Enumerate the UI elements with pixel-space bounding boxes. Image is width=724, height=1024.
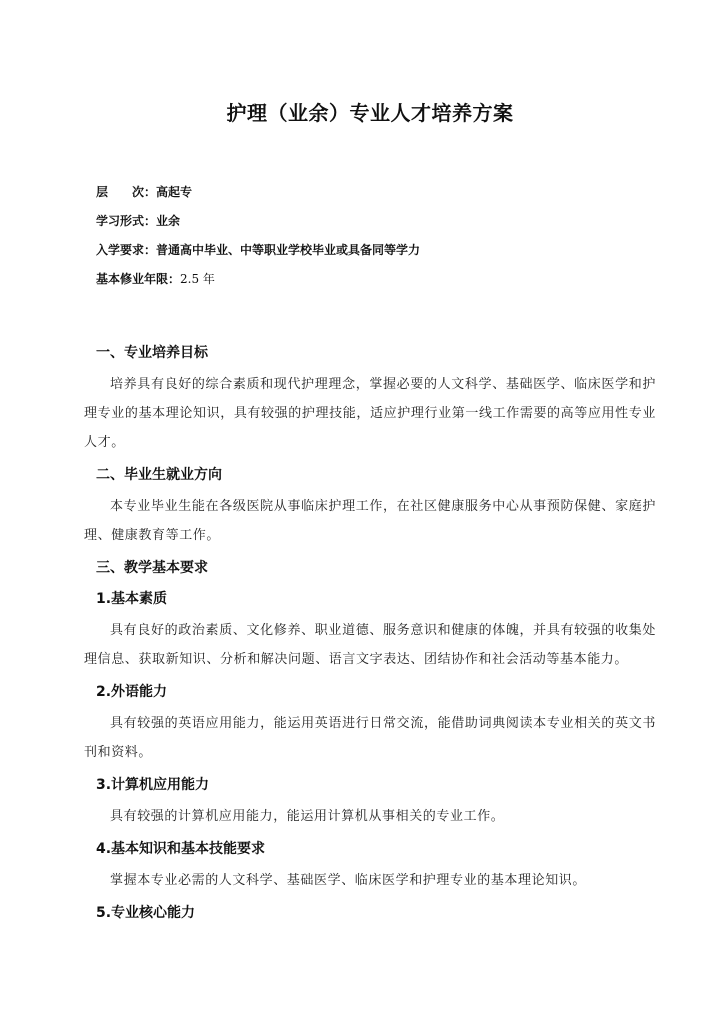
- section-employment: [84, 461, 656, 550]
- meta-duration: [96, 265, 656, 294]
- subsection-paragraph: 掌握本专业必需的人文科学、基础医学、临床医学和护理专业的基本理论知识。: [110, 873, 587, 888]
- section-teaching-requirements: [84, 554, 656, 928]
- section-heading: 一、专业培养目标: [96, 345, 208, 361]
- section-training-goal: [84, 339, 656, 457]
- meta-label: 学习形式：: [96, 214, 157, 228]
- meta-value: 业余: [156, 214, 181, 228]
- document-title: 护理（业余）专业人才培养方案: [226, 101, 514, 125]
- subsection-paragraph: 具有良好的政治素质、文化修养、职业道德、服务意识和健康的体魄，并具有较强的收集处理信息、获取新知识、分析和解决问题、语言文字表达、团结协作和社会活动等基本能力。: [84, 623, 656, 667]
- section-heading: 二、毕业生就业方向: [96, 467, 222, 483]
- subsection-heading: 5.专业核心能力: [96, 905, 196, 921]
- meta-value: 普通高中毕业、中等职业学校毕业或具备同等学力: [156, 243, 421, 257]
- meta-study-form: [96, 207, 656, 236]
- section-paragraph: 本专业毕业生能在各级医院从事临床护理工作，在社区健康服务中心从事预防保健、家庭护理、健康教育等工作。: [84, 499, 656, 543]
- program-meta: [96, 178, 656, 294]
- section-paragraph: 培养具有良好的综合素质和现代护理理念，掌握必要的人文科学、基础医学、临床医学和护理专业的基本理论知识，具有较强的护理技能，适应护理行业第一线工作需要的高等应用性专业人才。: [84, 377, 656, 450]
- subsection-heading: 2.外语能力: [96, 684, 168, 700]
- meta-label: 层 次：: [96, 185, 157, 199]
- section-heading: 三、教学基本要求: [96, 560, 208, 576]
- meta-value: 2.5 年: [180, 272, 215, 286]
- meta-admission: [96, 236, 656, 265]
- subsection-heading: 3.计算机应用能力: [96, 777, 210, 793]
- meta-value: 高起专: [156, 185, 193, 199]
- meta-label: 基本修业年限：: [96, 272, 181, 286]
- subsection-paragraph: 具有较强的计算机应用能力，能运用计算机从事相关的专业工作。: [110, 809, 505, 824]
- subsection-paragraph: 具有较强的英语应用能力，能运用英语进行日常交流，能借助词典阅读本专业相关的英文书刊和资料。: [84, 716, 656, 760]
- subsection-heading: 4.基本知识和基本技能要求: [96, 841, 266, 857]
- meta-label: 入学要求：: [96, 243, 157, 257]
- meta-level: [96, 178, 656, 207]
- subsection-heading: 1.基本素质: [96, 591, 168, 607]
